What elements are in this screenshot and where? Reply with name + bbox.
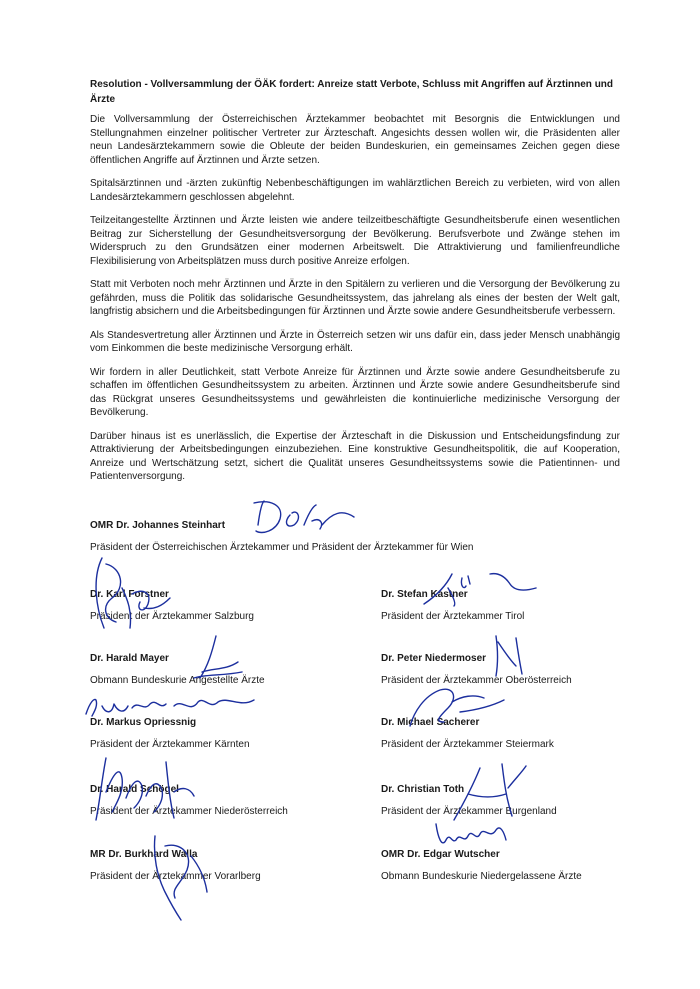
signatory-role: Präsident der Ärztekammer Oberösterreich xyxy=(381,675,572,686)
signatory-name: Dr. Harald Mayer xyxy=(90,653,169,664)
signatory-name: Dr. Christian Toth xyxy=(381,784,465,795)
paragraph: Die Vollversammlung der Österreichischen Ärztekammer beobachtet mit Besorgnis die Entwicklungen und Stellungnahmen einzelner politischer Vertreter zur Ärzteschaft. Angesichts dessen wollen wir, die Präsidenten aller neun Landesärztekammern sowie die Obleute der beiden Bundeskurien, ein gemeinsames Zeichen gegen diese öffentlichen Angriffe auf Ärztinnen und Ärzte setzen. xyxy=(90,114,620,166)
signatory-name: Dr. Karl Forstner xyxy=(90,589,169,600)
signatory-name: Dr. Markus Opriessnig xyxy=(90,717,197,728)
paragraph: Statt mit Verboten noch mehr Ärztinnen und Ärzte in den Spitälern zu verlieren und die Versorgung der Bevölkerung zu gefährden, muss die Politik das solidarische Gesundheitssystem, das jahrelang als eines der besten der Welt galt, langfristig absichern und die Arbeitsbedingungen für Ärztinnen und Ärzte sowie andere Gesundheitsberufe verbessern. xyxy=(90,279,620,317)
signatory-name: MR Dr. Burkhard Walla xyxy=(90,849,198,860)
signatory-role: Präsident der Ärztekammer Vorarlberg xyxy=(90,871,261,882)
paragraph: Spitalsärztinnen und -ärzten zukünftig Nebenbeschäftigungen im wahlärztlichen Bereich zu verbieten, wird von allen Landesärztekammern geschlossen abgelehnt. xyxy=(90,178,620,203)
signatory-role: Präsident der Ärztekammer Kärnten xyxy=(90,739,250,750)
signatory-role: Obmann Bundeskurie Angestellte Ärzte xyxy=(90,675,265,686)
signatory-role: Präsident der Ärztekammer Steiermark xyxy=(381,739,554,750)
signature-sacherer xyxy=(400,682,510,730)
signatory-role: Obmann Bundeskurie Niedergelassene Ärzte xyxy=(381,871,582,882)
signatory-name: Dr. Michael Sacherer xyxy=(381,717,480,728)
signatory-name: Dr. Stefan Kastner xyxy=(381,589,468,600)
signature-wutscher xyxy=(432,818,510,854)
signatory-role: Präsident der Ärztekammer Tirol xyxy=(381,611,525,622)
paragraph: Teilzeitangestellte Ärztinnen und Ärzte leisten wie andere teilzeitbeschäftigte Gesundheitsberufe einen wesentlichen Beitrag zur Sicherstellung der Gesundheitsversorgung der Bevölkerung. Berufsverbote und Zwänge stehen im Widerspruch zu den Grundsätzen einer modernen Arbeitswelt. Die Attraktivierung und familienfreundliche Flexibilisierung von Arbeitsplätzen muss durch positive Anreize erfolgen. xyxy=(90,215,620,267)
document-body xyxy=(90,113,620,494)
signature-mayer xyxy=(186,632,246,682)
signatory-name: Dr. Peter Niedermoser xyxy=(381,653,487,664)
paragraph: Darüber hinaus ist es unerlässlich, die Expertise der Ärzteschaft in die Diskussion und Entscheidungsfindung zur Attraktivierung der Arbeitsbedingungen einzubeziehen. Eine konstruktive Gesundheitspolitik, die auf Kooperation, Anreize und Wertschätzung setzt, sichert die Qualität unseres Gesundheitssystems sowie die Patientinnen- und Patientenversorgung. xyxy=(90,430,620,482)
signatory-name: Dr. Harald Schögel xyxy=(90,784,179,795)
signature-kastner xyxy=(420,568,540,608)
signatory-opriessnig xyxy=(90,716,360,751)
signatory-role: Präsident der Österreichischen Ärztekammer und Präsident der Ärztekammer für Wien xyxy=(90,542,474,553)
signature-schoegel xyxy=(86,752,206,824)
signature-opriessnig xyxy=(82,692,262,720)
signatory-role: Präsident der Ärztekammer Niederösterreich xyxy=(90,806,288,817)
signature-steinhart xyxy=(250,495,360,545)
paragraph: Als Standesvertretung aller Ärztinnen und Ärzte in Österreich setzen wir uns dafür ein, dass jeder Mensch unabhängig vom Einkommen die beste medizinische Versorgung erhält. xyxy=(90,329,620,354)
signatory-role: Präsident der Ärztekammer Burgenland xyxy=(381,806,557,817)
paragraph: Wir fordern in aller Deutlichkeit, statt Verbote Anreize für Ärztinnen und Ärzte sowie andere Gesundheitsberufe zu schaffen im öffentlichen Gesundheitssystem zu arbeiten. Ärztinnen und Ärzte sowie andere Gesundheitsberufe sind das Rückgrat unseres Gesundheitssystems und gewährleisten die kontinuierliche medizinische Versorgung der Bevölkerung. xyxy=(90,366,620,418)
signature-forstner xyxy=(82,548,177,643)
document-title: Resolution - Vollversammlung der ÖÄK fordert: Anreize statt Verbote, Schluss mit Angriffen auf Ärztinnen und Ärzte xyxy=(90,79,614,105)
signature-toth xyxy=(450,758,530,824)
signatory-name: OMR Dr. Johannes Steinhart xyxy=(90,520,226,531)
signatory-name: OMR Dr. Edgar Wutscher xyxy=(381,849,500,860)
signature-niedermoser xyxy=(490,630,530,680)
signatory-walla xyxy=(90,848,360,883)
signature-walla xyxy=(145,826,225,922)
signatory-role: Präsident der Ärztekammer Salzburg xyxy=(90,611,254,622)
